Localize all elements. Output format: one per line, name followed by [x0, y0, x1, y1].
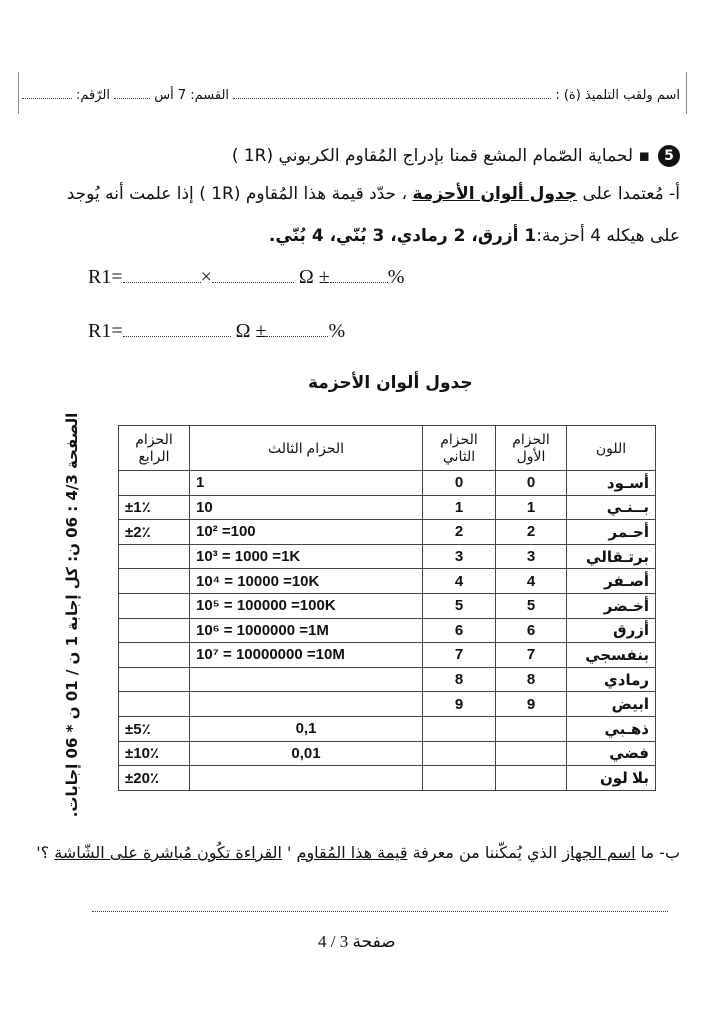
student-name-label: اسم ولقب التلميذ (ة) :	[555, 88, 680, 103]
color-name-cell: فضي	[567, 741, 656, 766]
table-row	[119, 544, 656, 569]
first-band-cell: 2	[496, 520, 567, 545]
fourth-band-cell	[119, 593, 190, 618]
first-band-cell: 9	[496, 692, 567, 717]
table-row	[119, 692, 656, 717]
third-band-cell: 0,01	[190, 741, 423, 766]
part-b-prefix: ب- ما	[635, 843, 680, 862]
table-row	[119, 741, 656, 766]
formula-1-percent: %	[387, 266, 405, 288]
first-band-cell: 4	[496, 569, 567, 594]
fourth-band-cell	[119, 618, 190, 643]
second-band-cell: 4	[423, 569, 496, 594]
part-b-resistor-value: قيمة هذا المُقاوم	[296, 843, 408, 862]
second-band-cell: 9	[423, 692, 496, 717]
formula-1-blank-b[interactable]	[212, 266, 294, 283]
color-name-cell: أصـفر	[567, 569, 656, 594]
part-b-mid: الذي يُمكّننا من معرفة	[407, 843, 563, 862]
table-row	[119, 716, 656, 741]
table-row	[119, 495, 656, 520]
color-name-cell: بنفسجي	[567, 643, 656, 668]
fourth-band-cell	[119, 569, 190, 594]
fourth-band-cell	[119, 667, 190, 692]
part-a-line-2	[269, 226, 680, 246]
formula-1-times: ×	[200, 266, 212, 288]
part-a-table-reference: جدول ألوان الأحزمة	[412, 184, 578, 204]
third-band-cell: 10⁵ = 100000 =100K	[190, 593, 423, 618]
header-third-band: الحزام الثالث	[190, 426, 423, 471]
third-band-cell: 10³ = 1000 =1K	[190, 544, 423, 569]
formula-2-percent: %	[328, 320, 346, 342]
page-footer: صفحة 3 / 4	[318, 932, 396, 951]
second-band-cell: 7	[423, 643, 496, 668]
second-band-cell: 2	[423, 520, 496, 545]
fourth-band-cell	[119, 471, 190, 496]
header-first-band: الحزام الأول	[496, 426, 567, 471]
number-label: الرّقم:	[75, 88, 110, 103]
side-grading-note: الصفحة 4/3 : 06 ن: كل إجابة 1 ن / 01 ن * 06 إجابات.	[63, 412, 81, 818]
question-title-text: ▪ لحماية الصّمام المشع قمنا بإدراج المُقاوم الكربوني (1R )	[231, 146, 650, 166]
table-row	[119, 667, 656, 692]
part-b-question	[36, 843, 680, 862]
fourth-band-cell: ±5٪	[119, 716, 190, 741]
second-band-cell	[423, 741, 496, 766]
first-band-cell: 6	[496, 618, 567, 643]
formula-2	[88, 320, 345, 343]
part-a-bands: 1 أزرق، 2 رمادي، 3 بُنّي، 4 بُنّي.	[268, 226, 537, 246]
color-name-cell: أحـمر	[567, 520, 656, 545]
color-name-cell: أزرق	[567, 618, 656, 643]
formula-1-blank-a[interactable]	[123, 266, 201, 283]
third-band-cell: 0,1	[190, 716, 423, 741]
color-name-cell: ابيض	[567, 692, 656, 717]
table-row	[119, 520, 656, 545]
student-name-field[interactable]	[233, 98, 551, 99]
third-band-cell	[190, 766, 423, 791]
table-title: جدول ألوان الأحزمة	[308, 373, 473, 393]
second-band-cell: 8	[423, 667, 496, 692]
second-band-cell: 5	[423, 593, 496, 618]
formula-1-label: R1=	[88, 266, 123, 288]
third-band-cell: 10	[190, 495, 423, 520]
header-second-band: الحزام الثاني	[423, 426, 496, 471]
table-row	[119, 643, 656, 668]
header-color: اللون	[567, 426, 656, 471]
part-b-answer-line[interactable]	[92, 910, 668, 912]
first-band-cell: 3	[496, 544, 567, 569]
table-row	[119, 618, 656, 643]
table-row	[119, 766, 656, 791]
fourth-band-cell: ±10٪	[119, 741, 190, 766]
fourth-band-cell: ±1٪	[119, 495, 190, 520]
table-row	[119, 569, 656, 594]
second-band-cell	[423, 716, 496, 741]
third-band-cell: 10⁶ = 1000000 =1M	[190, 618, 423, 643]
color-name-cell: بــنـي	[567, 495, 656, 520]
first-band-cell: 8	[496, 667, 567, 692]
student-info-line	[44, 88, 680, 103]
fourth-band-cell	[119, 692, 190, 717]
first-band-cell: 7	[496, 643, 567, 668]
part-b-device-name: اسم الجهاز	[562, 843, 636, 862]
part-a-line2-prefix: على هيكله 4 أحزمة:	[536, 226, 680, 246]
third-band-cell: 1	[190, 471, 423, 496]
part-a-line-1	[67, 184, 680, 204]
header-fourth-band: الحزام الرابع	[119, 426, 190, 471]
part-b-quote: '	[281, 843, 297, 862]
first-band-cell	[496, 741, 567, 766]
part-a-rest: ، حدّد قيمة هذا المُقاوم (1R ) إذا علمت أنه يُوجد	[66, 184, 413, 204]
second-band-cell: 6	[423, 618, 496, 643]
color-name-cell: رمادي	[567, 667, 656, 692]
formula-2-blank-a[interactable]	[123, 320, 231, 337]
formula-1-blank-c[interactable]	[330, 266, 388, 283]
fourth-band-cell: ±2٪	[119, 520, 190, 545]
third-band-cell: 10² =100	[190, 520, 423, 545]
question-title	[232, 145, 680, 167]
formula-2-label: R1=	[88, 320, 123, 342]
first-band-cell: 5	[496, 593, 567, 618]
second-band-cell	[423, 766, 496, 791]
formula-2-blank-b[interactable]	[266, 320, 328, 337]
second-band-cell: 0	[423, 471, 496, 496]
first-band-cell	[496, 766, 567, 791]
color-name-cell: أخـضر	[567, 593, 656, 618]
table-row	[119, 593, 656, 618]
formula-2-ohm: Ω ±	[235, 320, 267, 342]
part-a-prefix: أ- مُعتمدا على	[577, 184, 680, 204]
fourth-band-cell	[119, 544, 190, 569]
class-field[interactable]	[114, 98, 150, 99]
third-band-cell	[190, 692, 423, 717]
part-b-screen-reading: القراءة تكُون مُباشرة على الشّاشة	[54, 843, 282, 862]
color-bands-table	[118, 425, 656, 791]
third-band-cell	[190, 667, 423, 692]
color-name-cell: برتـقالي	[567, 544, 656, 569]
color-name-cell: ذهـبي	[567, 716, 656, 741]
first-band-cell	[496, 716, 567, 741]
second-band-cell: 1	[423, 495, 496, 520]
color-name-cell: أسـود	[567, 471, 656, 496]
part-b-end: ؟'	[36, 843, 55, 862]
table-header-row	[119, 426, 656, 471]
number-field[interactable]	[22, 98, 72, 99]
second-band-cell: 3	[423, 544, 496, 569]
question-number-badge: 5	[658, 145, 680, 167]
fourth-band-cell	[119, 643, 190, 668]
fourth-band-cell: ±20٪	[119, 766, 190, 791]
third-band-cell: 10⁴ = 10000 =10K	[190, 569, 423, 594]
formula-1-ohm: Ω ±	[298, 266, 330, 288]
first-band-cell: 1	[496, 495, 567, 520]
first-band-cell: 0	[496, 471, 567, 496]
table-row	[119, 471, 656, 496]
class-label: القسم: 7 أس	[154, 88, 230, 103]
formula-1	[88, 266, 404, 289]
third-band-cell: 10⁷ = 10000000 =10M	[190, 643, 423, 668]
color-name-cell: بلا لون	[567, 766, 656, 791]
